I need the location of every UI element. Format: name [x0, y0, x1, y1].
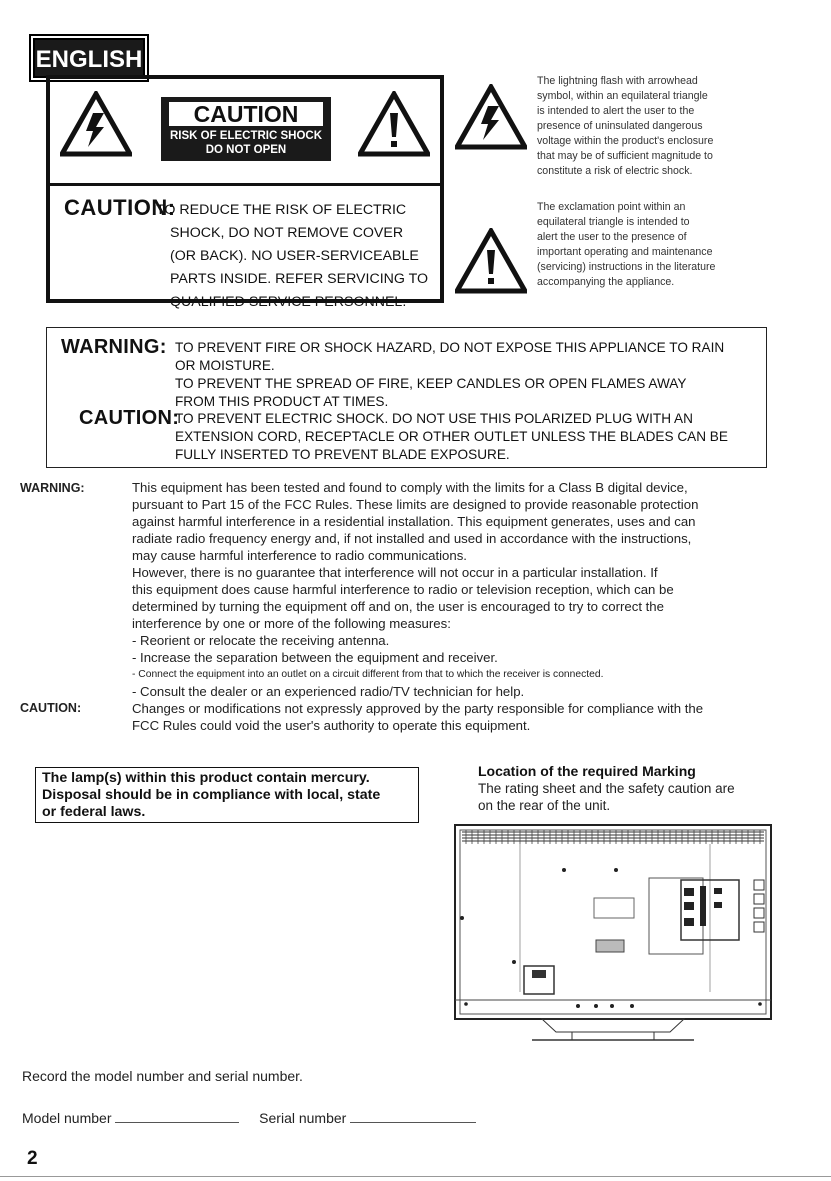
warning-line: TO PREVENT THE SPREAD OF FIRE, KEEP CANDLES OR OPEN FLAMES AWAY: [175, 376, 687, 391]
model-number-blank[interactable]: [115, 1110, 239, 1123]
fcc-measure: - Connect the equipment into an outlet on a circuit different from that to which the receiver is connected.: [132, 669, 604, 680]
language-tab: ENGLISH: [33, 38, 145, 78]
warning-line: OR MOISTURE.: [175, 358, 275, 373]
fcc-line: interference by one or more of the following measures:: [132, 616, 451, 631]
marking-line: The rating sheet and the safety caution are: [478, 781, 735, 796]
caution-banner-line1: RISK OF ELECTRIC SHOCK: [169, 130, 323, 142]
warning-line: FROM THIS PRODUCT AT TIMES.: [175, 394, 389, 409]
fcc-caution-label: CAUTION:: [20, 701, 82, 715]
fcc-line: However, there is no guarantee that interference will not occur in a particular installation. If: [132, 565, 658, 580]
warning-box: [46, 327, 767, 468]
fcc-line: determined by turning the equipment off and on, the user is encouraged to try to correct the: [132, 599, 664, 614]
note-line: symbol, within an equilateral triangle: [537, 90, 708, 102]
caution-line: SHOCK, DO NOT REMOVE COVER: [170, 225, 404, 241]
fcc-measure: - Consult the dealer or an experienced radio/TV technician for help.: [132, 684, 525, 699]
fcc-line: this equipment does cause harmful interference to radio or television reception, which can be: [132, 582, 674, 597]
lightning-triangle-icon: [60, 91, 132, 157]
marking-text: [478, 780, 735, 814]
caution-banner: [161, 97, 331, 161]
fcc-line: Changes or modifications not expressly approved by the party responsible for compliance with the: [132, 701, 704, 716]
caution-line: QUALIFIED SERVICE PERSONNEL.: [170, 294, 407, 310]
note-line: presence of uninsulated dangerous: [537, 120, 703, 132]
caution-line: PARTS INSIDE. REFER SERVICING TO: [170, 271, 429, 287]
record-fields: [22, 1110, 476, 1126]
tv-rear-illustration: [452, 822, 774, 1044]
marking-line: on the rear of the unit.: [478, 798, 611, 813]
note-line: alert the user to the presence of: [537, 231, 687, 243]
caution-label-top: [50, 79, 440, 186]
note-line: The exclamation point within an: [537, 201, 686, 213]
fcc-line: radiate radio frequency energy and, if not installed and used in accordance with the instructions,: [132, 531, 692, 546]
serial-number-blank[interactable]: [350, 1110, 476, 1123]
mercury-notice: [35, 767, 419, 823]
fcc-measure: - Increase the separation between the equipment and receiver.: [132, 650, 498, 665]
caution-banner-line2: DO NOT OPEN: [205, 144, 287, 156]
fcc-line: against harmful interference in a residential installation. This equipment generates, uses and can: [132, 514, 696, 529]
page-number: 2: [27, 1148, 38, 1169]
warning-line: TO PREVENT FIRE OR SHOCK HAZARD, DO NOT EXPOSE THIS APPLIANCE TO RAIN: [175, 340, 725, 355]
note-line: is intended to alert the user to the: [537, 105, 695, 117]
mercury-line: The lamp(s) within this product contain mercury.: [42, 770, 370, 786]
caution-line: FULLY INSERTED TO PREVENT BLADE EXPOSURE.: [175, 447, 510, 462]
caution-lines: [156, 199, 429, 314]
footer-rule: [0, 1176, 831, 1177]
caution-line: EXTENSION CORD, RECEPTACLE OR OTHER OUTLET UNLESS THE BLADES CAN BE: [175, 429, 728, 444]
warning-box-label: WARNING:: [61, 336, 167, 358]
note-line: accompanying the appliance.: [537, 276, 675, 288]
mercury-line: Disposal should be in compliance with local, state: [42, 787, 381, 803]
caution-line: TO PREVENT ELECTRIC SHOCK. DO NOT USE THIS POLARIZED PLUG WITH AN: [175, 411, 693, 426]
fcc-warning-label: WARNING:: [20, 481, 85, 495]
lightning-triangle-icon: [455, 84, 527, 150]
exclamation-triangle-icon: [358, 91, 430, 157]
serial-number-label: Serial number: [259, 1110, 347, 1126]
marking-title: Location of the required Marking: [478, 763, 696, 779]
note-line: (servicing) instructions in the literature: [537, 261, 716, 273]
exclamation-symbol-note: [537, 200, 715, 290]
caution-banner-title: CAUTION: [169, 102, 323, 126]
warning-box-text: [175, 339, 724, 411]
note-line: The lightning flash with arrowhead: [537, 75, 698, 87]
lightning-symbol-note: [537, 74, 713, 179]
fcc-line: FCC Rules could void the user's authority to operate this equipment.: [132, 718, 531, 733]
caution-heading: CAUTION:: [64, 195, 176, 220]
fcc-warning-text: [132, 479, 703, 734]
exclamation-triangle-icon: [455, 228, 527, 294]
record-instruction: Record the model number and serial number.: [22, 1068, 303, 1084]
note-line: constitute a risk of electric shock.: [537, 165, 693, 177]
fcc-measure: - Reorient or relocate the receiving antenna.: [132, 633, 390, 648]
caution-label-box: [46, 75, 444, 310]
note-line: voltage within the product's enclosure: [537, 135, 714, 147]
fcc-line: pursuant to Part 15 of the FCC Rules. These limits are designed to provide reasonable protection: [132, 497, 699, 512]
model-number-label: Model number: [22, 1110, 112, 1126]
mercury-line: or federal laws.: [42, 804, 146, 820]
fcc-line: may cause harmful interference to radio communications.: [132, 548, 467, 563]
fcc-line: This equipment has been tested and found to comply with the limits for a Class B digital device,: [132, 480, 688, 495]
note-line: important operating and maintenance: [537, 246, 713, 258]
note-line: that may be of sufficient magnitude to: [537, 150, 713, 162]
note-line: equilateral triangle is intended to: [537, 216, 690, 228]
caution-box-text: [175, 410, 728, 464]
caution-line: TO REDUCE THE RISK OF ELECTRIC: [156, 202, 407, 218]
caution-line: (OR BACK). NO USER-SERVICEABLE: [170, 248, 419, 264]
caution-box-label: CAUTION:: [79, 407, 180, 429]
